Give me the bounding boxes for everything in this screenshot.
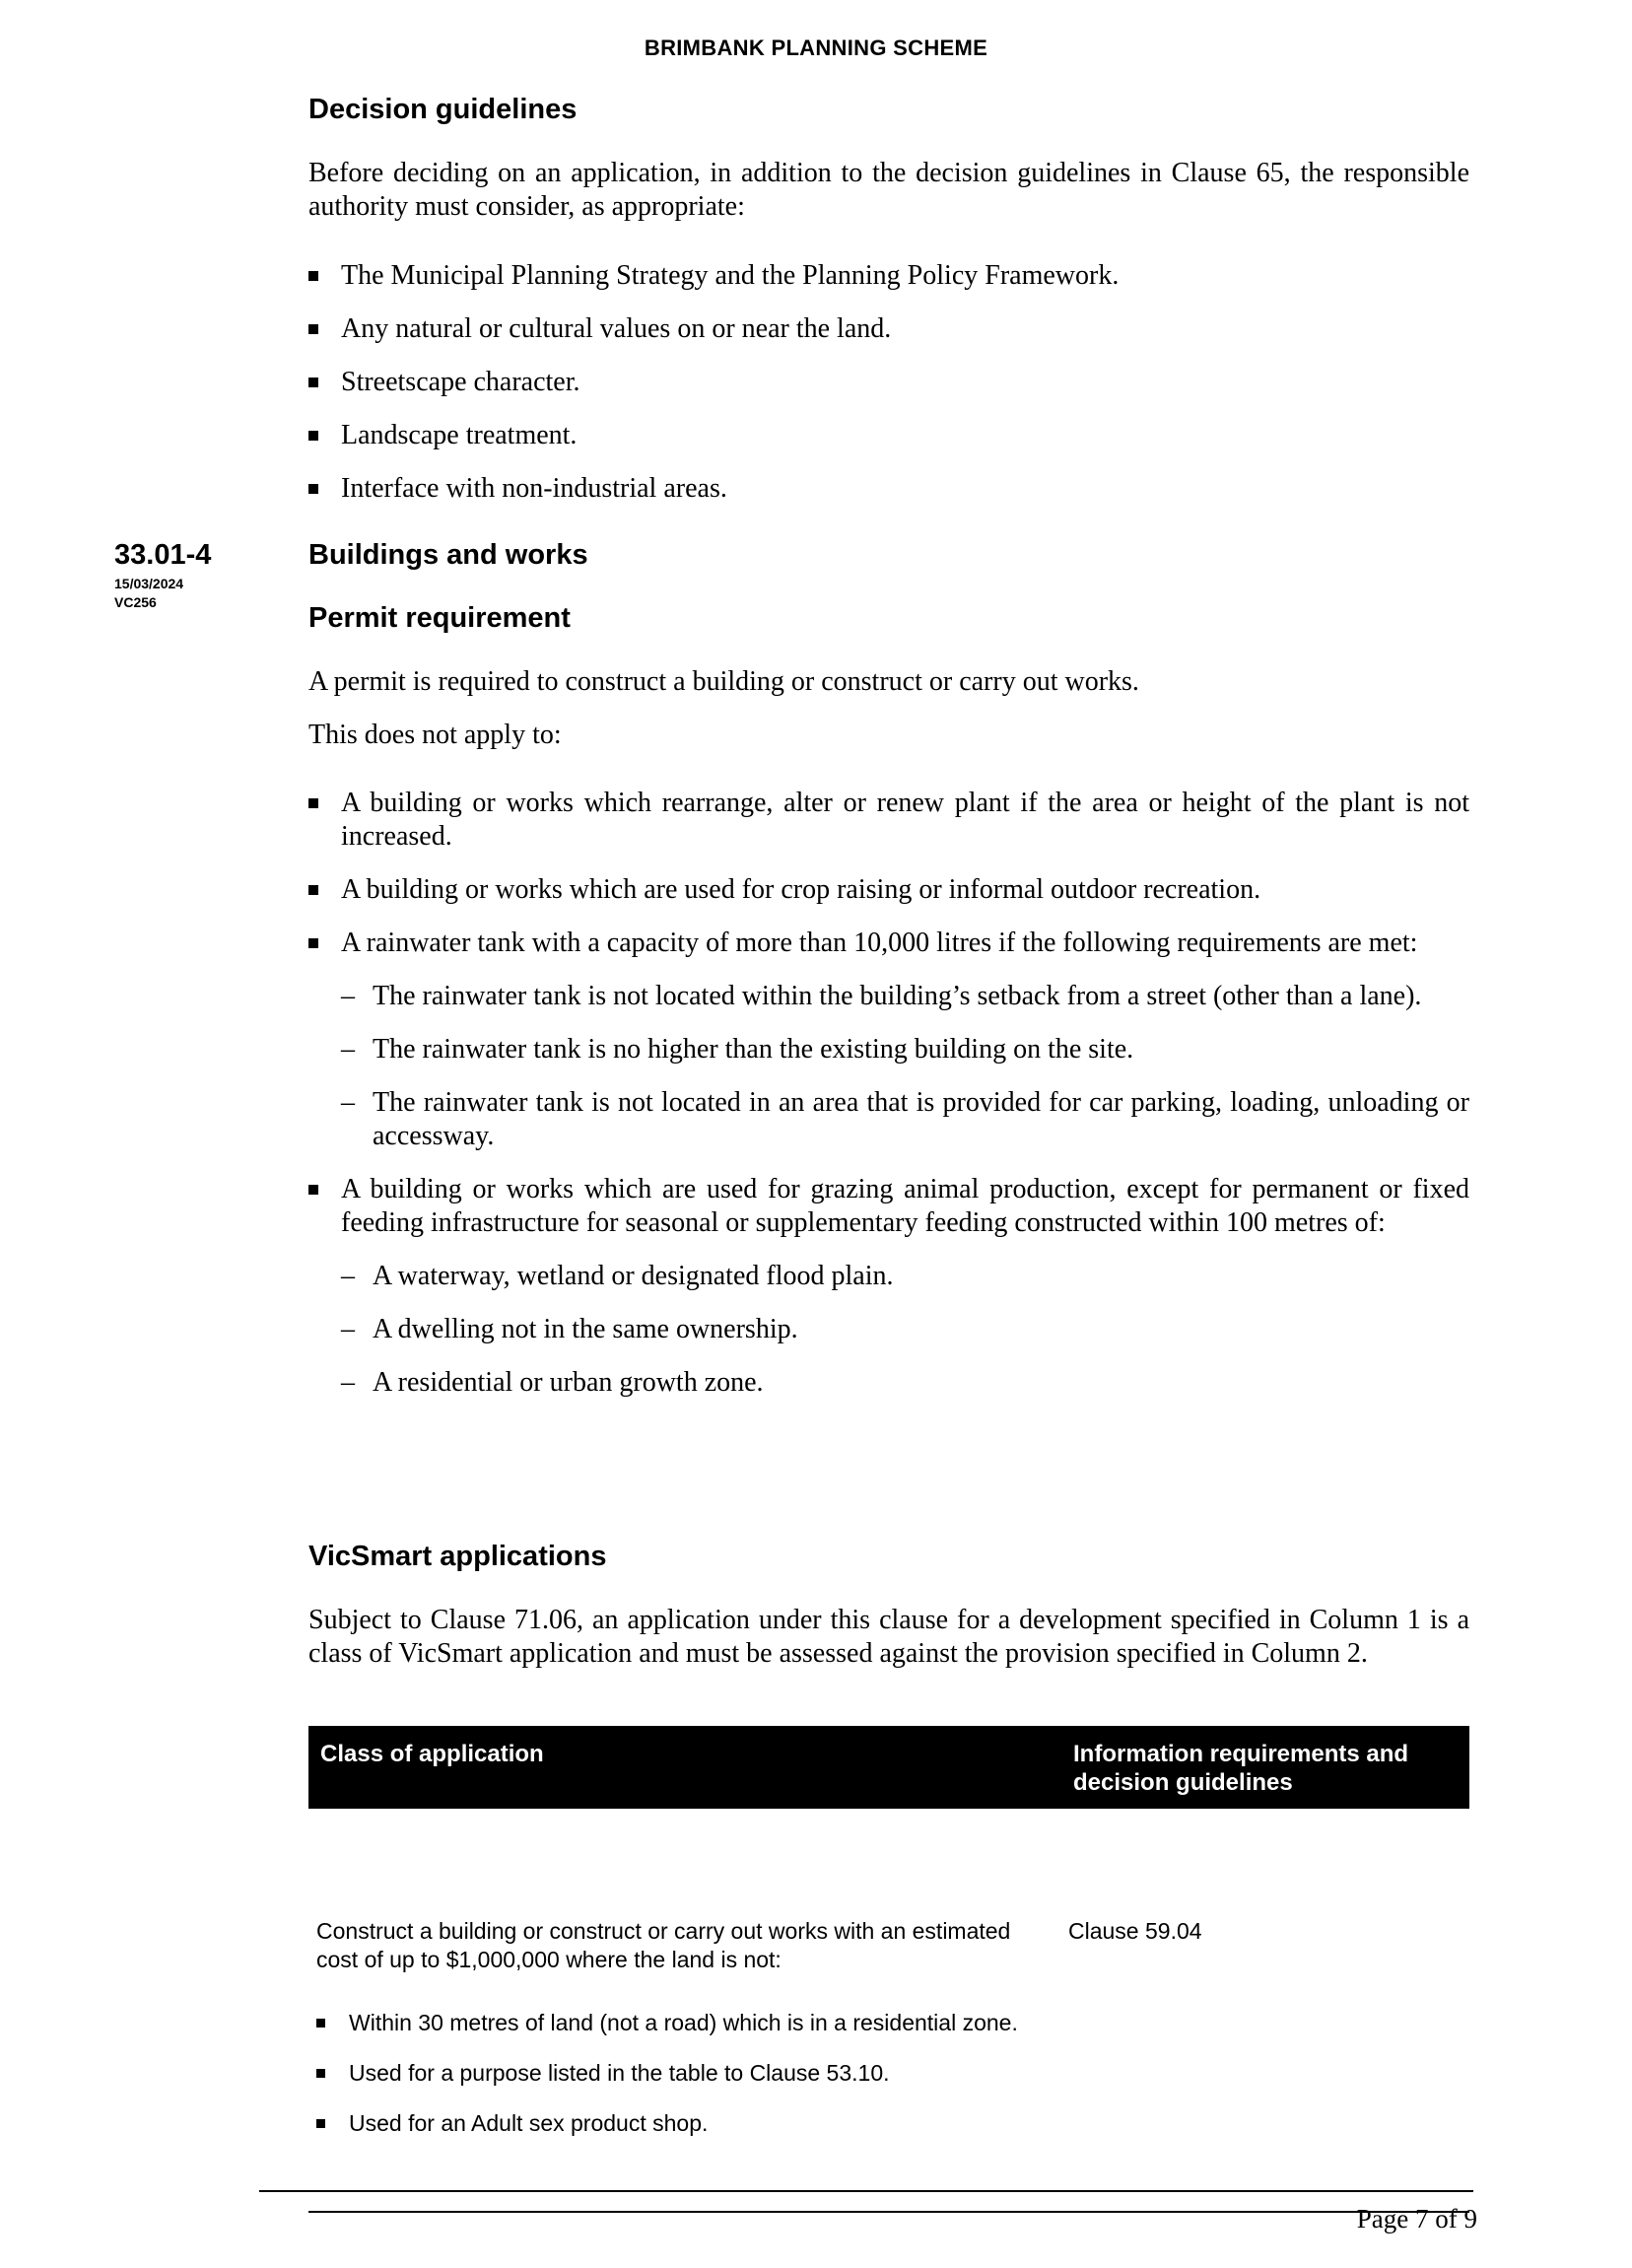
bullet-icon (308, 484, 318, 494)
list-item: Within 30 metres of land (not a road) which is in a residential zone. (316, 2009, 1026, 2037)
list-item: The Municipal Planning Strategy and the Planning Policy Framework. (308, 259, 1469, 293)
bullet-icon (308, 938, 318, 948)
list-item: Interface with non-industrial areas. (308, 472, 1469, 506)
permit-text: A permit is required to construct a building or construct or carry out works. (308, 666, 1139, 697)
bullet-icon (308, 271, 318, 281)
sub-list-item: – The rainwater tank is not located in an area that is provided for car parking, loading, unloading or accessway. (341, 1087, 1469, 1151)
clause-number: 33.01-4 (114, 539, 212, 571)
bullet-icon (308, 1185, 318, 1195)
column-header-requirements: Information requirements and decision guidelines (1073, 1741, 1409, 1796)
exemptions-list (308, 787, 1469, 1400)
vicsmart-table (308, 1726, 1469, 2213)
row-class-text: Construct a building or construct or carry out works with an estimated cost of up to $1,000,000 where the land is not: (316, 1918, 1011, 1972)
sub-list-item: – The rainwater tank is not located within the building’s setback from a street (other than a lane). (341, 981, 1422, 1011)
table-row (308, 1809, 1469, 2213)
sub-list (341, 1260, 1469, 1400)
table-header (308, 1726, 1469, 1809)
bullet-icon (316, 2019, 325, 2027)
list-item: Any natural or cultural values on or near the land. (308, 312, 1469, 346)
clause-date: 15/03/2024 (114, 576, 184, 591)
vicsmart-heading: VicSmart applications (308, 1541, 607, 1572)
bullet-icon (308, 885, 318, 895)
permit-requirement-heading: Permit requirement (308, 602, 571, 634)
list-item: Used for an Adult sex product shop. (316, 2109, 1026, 2138)
bullet-icon (316, 2119, 325, 2128)
not-apply-text: This does not apply to: (308, 720, 562, 750)
row-requirement-ref: Clause 59.04 (1068, 1918, 1202, 1944)
list-item: Streetscape character. (308, 366, 1469, 399)
row-conditions-list (316, 2009, 1026, 2160)
decision-list (308, 259, 1469, 506)
dash-icon: – (341, 1367, 355, 1398)
page-header: BRIMBANK PLANNING SCHEME (644, 35, 988, 60)
dash-icon: – (341, 1034, 355, 1065)
decision-intro: Before deciding on an application, in addition to the decision guidelines in Clause 65, the responsible authority must consider, as appropriate: (308, 158, 1469, 222)
list-item: A building or works which are used for grazing animal production, except for permanent or fixed feeding infrastructure for seasonal or supplementary feeding constructed within 100 metres of: – A waterway, wetland or designated flood plain. – A dwelling not in the same ownership. – A residential or urban growth zone. (308, 1173, 1469, 1400)
bullet-icon (308, 324, 318, 334)
list-item: Landscape treatment. (308, 419, 1469, 452)
sub-list-item: – A dwelling not in the same ownership. (341, 1314, 798, 1344)
page-number: Page 7 of 9 (1356, 2204, 1477, 2234)
clause-amendment: VC256 (114, 594, 157, 610)
bullet-icon (316, 2069, 325, 2078)
sub-list-item: – The rainwater tank is no higher than the existing building on the site. (341, 1034, 1134, 1065)
decision-guidelines-heading: Decision guidelines (308, 94, 578, 125)
list-item: A rainwater tank with a capacity of more than 10,000 litres if the following requirements are met: – The rainwater tank is not located within the building’s setback from a street (other than a lane). – The rainwater tank is no higher than the existing building on the site. – The rainwater tank is not located in an area that is provided for car parking, loading, unloading or accessway. (308, 927, 1469, 1153)
footer-divider (259, 2190, 1473, 2192)
sub-list-item: – A residential or urban growth zone. (341, 1367, 764, 1398)
buildings-works-heading: Buildings and works (308, 539, 588, 571)
column-header-class: Class of application (320, 1741, 544, 1767)
list-item: Used for a purpose listed in the table to Clause 53.10. (316, 2059, 1026, 2088)
list-item: A building or works which rearrange, alter or renew plant if the area or height of the plant is not increased. (308, 787, 1469, 854)
bullet-icon (308, 431, 318, 441)
dash-icon: – (341, 981, 355, 1011)
sub-list (341, 980, 1469, 1153)
vicsmart-intro: Subject to Clause 71.06, an application under this clause for a development specified in Column 1 is a class of VicSmart application and must be assessed against the provision specified in Column 2. (308, 1605, 1469, 1669)
dash-icon: – (341, 1087, 355, 1118)
dash-icon: – (341, 1314, 355, 1344)
bullet-icon (308, 378, 318, 387)
dash-icon: – (341, 1261, 355, 1291)
list-item: A building or works which are used for crop raising or informal outdoor recreation. (308, 873, 1469, 907)
bullet-icon (308, 798, 318, 808)
sub-list-item: – A waterway, wetland or designated flood plain. (341, 1261, 894, 1291)
